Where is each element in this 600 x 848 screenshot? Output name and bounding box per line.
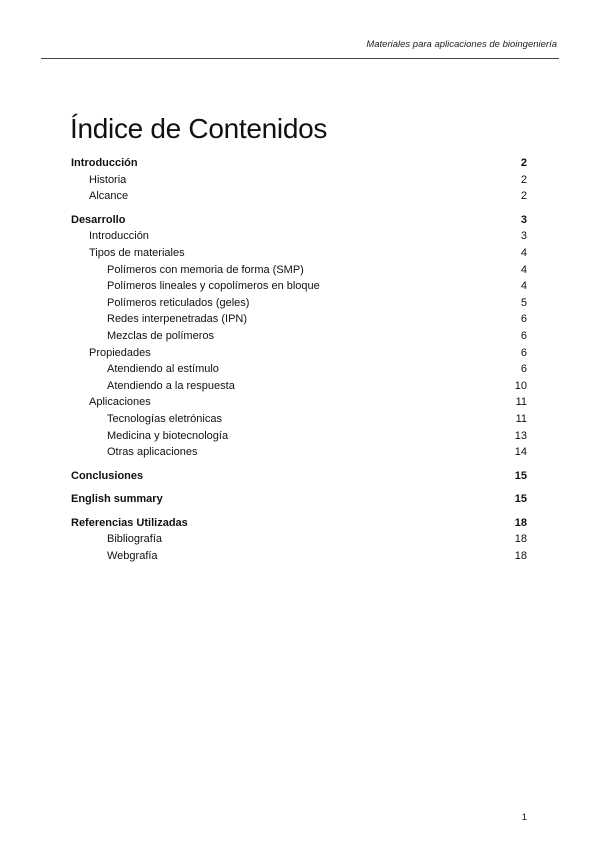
toc-entry-label: Medicina y biotecnología: [107, 429, 229, 442]
toc-entry-label: Atendiendo a la respuesta: [107, 379, 235, 392]
toc-entry-label: Alcance: [89, 190, 129, 203]
table-of-contents: [71, 155, 527, 565]
toc-entry-page: 11: [515, 396, 527, 409]
toc-entry[interactable]: [71, 378, 527, 395]
toc-entry[interactable]: [71, 328, 527, 345]
toc-entry-label: Introducción: [89, 230, 149, 243]
toc-entry-page: 18: [514, 533, 527, 546]
toc-entry-label: Introducción: [71, 157, 138, 169]
toc-entry[interactable]: [71, 394, 527, 411]
toc-entry-page: 13: [514, 429, 527, 442]
page-title: Índice de Contenidos: [70, 113, 328, 144]
toc-entry-label: Aplicaciones: [89, 396, 151, 409]
toc-entry[interactable]: [71, 311, 527, 328]
toc-entry[interactable]: [71, 188, 527, 205]
toc-entry[interactable]: [71, 278, 527, 295]
toc-entry[interactable]: [71, 361, 527, 378]
toc-entry[interactable]: [71, 295, 527, 312]
toc-entry[interactable]: [71, 468, 527, 485]
toc-entry[interactable]: [71, 428, 527, 445]
toc-entry-label: Conclusiones: [71, 469, 144, 482]
toc-entry-label: Bibliografía: [107, 533, 163, 546]
toc-entry-label: Historia: [89, 173, 127, 186]
toc-entry[interactable]: [71, 262, 527, 279]
toc-entry[interactable]: [71, 548, 527, 565]
toc-entry[interactable]: [71, 172, 527, 189]
toc-entry-page: 5: [520, 296, 527, 309]
toc-entry-label: Tipos de materiales: [89, 246, 185, 259]
toc-entry[interactable]: [71, 411, 527, 428]
toc-entry-label: Polímeros lineales y copolímeros en bloque: [107, 280, 320, 293]
toc-entry[interactable]: [71, 444, 527, 461]
toc-entry[interactable]: [71, 212, 527, 229]
toc-entry-page: 15: [514, 493, 527, 506]
toc-entry-label: Tecnologías eletrónicas: [107, 412, 222, 425]
toc-entry-label: Mezclas de polímeros: [107, 329, 214, 342]
toc-entry-page: 14: [514, 446, 527, 459]
toc-entry-label: Atendiendo al estímulo: [107, 363, 219, 376]
toc-entry-page: 6: [520, 329, 527, 342]
toc-entry-page: 18: [514, 516, 527, 529]
toc-entry-page: 2: [520, 190, 527, 203]
toc-entry-page: 2: [520, 173, 527, 186]
toc-entry-label: Redes interpenetradas (IPN): [107, 313, 248, 326]
toc-entry-label: Otras aplicaciones: [107, 446, 198, 459]
toc-entry-label: Polímeros con memoria de forma (SMP): [107, 263, 304, 276]
toc-entry-page: 11: [515, 412, 527, 425]
toc-entry[interactable]: [71, 531, 527, 548]
toc-entry-label: Propiedades: [89, 346, 151, 359]
page-number: 1: [521, 812, 527, 823]
toc-entry-page: 6: [520, 313, 527, 326]
toc-entry-page: 3: [520, 213, 527, 226]
toc-entry-page: 6: [520, 363, 527, 376]
toc-entry-label: Polímeros reticulados (geles): [107, 296, 250, 309]
toc-entry-label: Referencias Utilizadas: [71, 516, 188, 529]
header-divider: [41, 58, 559, 59]
toc-entry-page: 3: [520, 230, 527, 243]
toc-entry[interactable]: [71, 345, 527, 362]
toc-entry-label: English summary: [71, 493, 163, 506]
toc-entry[interactable]: [71, 491, 527, 508]
toc-entry-label: Webgrafía: [107, 550, 158, 563]
toc-entry-page: 4: [520, 280, 527, 293]
toc-entry[interactable]: [71, 245, 527, 262]
running-header: Materiales para aplicaciones de bioingeniería: [366, 39, 557, 50]
toc-entry-page: 10: [514, 379, 527, 392]
toc-entry[interactable]: [71, 155, 527, 172]
toc-entry-label: Desarrollo: [71, 213, 126, 226]
toc-entry[interactable]: [71, 515, 527, 532]
toc-entry-page: 4: [520, 263, 527, 276]
toc-entry[interactable]: [71, 228, 527, 245]
toc-entry-page: 6: [520, 346, 527, 359]
toc-entry-page: 18: [514, 550, 527, 563]
toc-entry-page: 4: [520, 246, 527, 259]
toc-entry-page: 15: [514, 469, 527, 482]
toc-entry-page: 2: [520, 157, 527, 169]
